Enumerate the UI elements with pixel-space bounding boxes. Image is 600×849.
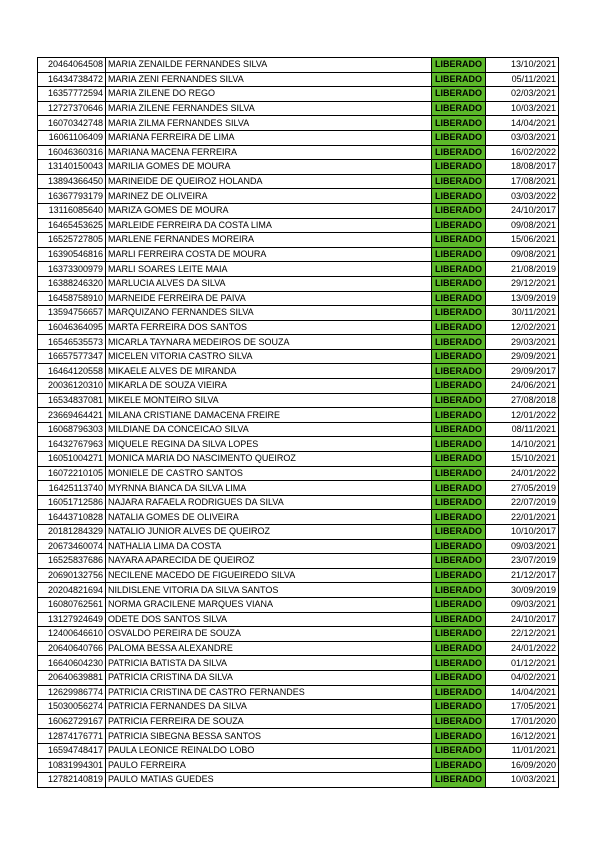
status-badge: LIBERADO xyxy=(432,320,486,335)
status-badge: LIBERADO xyxy=(432,656,486,671)
status-badge: LIBERADO xyxy=(432,349,486,364)
name-cell: MONIELE DE CASTRO SANTOS xyxy=(106,466,432,481)
name-cell: MARLUCIA ALVES DA SILVA xyxy=(106,276,432,291)
date-cell: 16/12/2021 xyxy=(486,729,559,744)
name-cell: PATRICIA CRISTINA DA SILVA xyxy=(106,670,432,685)
date-cell: 11/01/2021 xyxy=(486,743,559,758)
name-cell: MARLI FERREIRA COSTA DE MOURA xyxy=(106,247,432,262)
name-cell: MARLENE FERNANDES MOREIRA xyxy=(106,233,432,248)
id-cell: 10831994301 xyxy=(38,758,106,773)
name-cell: MILANA CRISTIANE DAMACENA FREIRE xyxy=(106,408,432,423)
table-row xyxy=(38,174,559,189)
table-row xyxy=(38,101,559,116)
status-badge: LIBERADO xyxy=(432,568,486,583)
status-badge: LIBERADO xyxy=(432,510,486,525)
id-cell: 16390546816 xyxy=(38,247,106,262)
status-badge: LIBERADO xyxy=(432,87,486,102)
table-row xyxy=(38,72,559,87)
table-row xyxy=(38,262,559,277)
id-cell: 16046360316 xyxy=(38,145,106,160)
id-cell: 13127924649 xyxy=(38,612,106,627)
status-badge: LIBERADO xyxy=(432,262,486,277)
date-cell: 05/11/2021 xyxy=(486,72,559,87)
date-cell: 13/09/2019 xyxy=(486,291,559,306)
id-cell: 20464064508 xyxy=(38,58,106,73)
id-cell: 16657577347 xyxy=(38,349,106,364)
name-cell: OSVALDO PEREIRA DE SOUZA xyxy=(106,627,432,642)
name-cell: NAYARA APARECIDA DE QUEIROZ xyxy=(106,554,432,569)
status-badge: LIBERADO xyxy=(432,700,486,715)
id-cell: 16051004271 xyxy=(38,452,106,467)
name-cell: MARIA ZENI FERNANDES SILVA xyxy=(106,72,432,87)
name-cell: NILDISLENE VITORIA DA SILVA SANTOS xyxy=(106,583,432,598)
date-cell: 21/08/2019 xyxy=(486,262,559,277)
status-badge: LIBERADO xyxy=(432,247,486,262)
date-cell: 16/02/2022 xyxy=(486,145,559,160)
table-row xyxy=(38,306,559,321)
table-row xyxy=(38,627,559,642)
table-row xyxy=(38,276,559,291)
date-cell: 08/11/2021 xyxy=(486,422,559,437)
status-badge: LIBERADO xyxy=(432,408,486,423)
date-cell: 24/06/2021 xyxy=(486,379,559,394)
date-cell: 24/10/2017 xyxy=(486,203,559,218)
table-row xyxy=(38,568,559,583)
status-badge: LIBERADO xyxy=(432,437,486,452)
status-badge: LIBERADO xyxy=(432,218,486,233)
name-cell: NECILENE MACEDO DE FIGUEIREDO SILVA xyxy=(106,568,432,583)
id-cell: 16458758910 xyxy=(38,291,106,306)
name-cell: MARLEIDE FERREIRA DA COSTA LIMA xyxy=(106,218,432,233)
name-cell: MIQUELE REGINA DA SILVA LOPES xyxy=(106,437,432,452)
date-cell: 29/12/2021 xyxy=(486,276,559,291)
name-cell: MONICA MARIA DO NASCIMENTO QUEIROZ xyxy=(106,452,432,467)
table-row xyxy=(38,612,559,627)
name-cell: MARINEZ DE OLIVEIRA xyxy=(106,189,432,204)
name-cell: MARIA ZILENE FERNANDES SILVA xyxy=(106,101,432,116)
status-badge: LIBERADO xyxy=(432,685,486,700)
status-badge: LIBERADO xyxy=(432,335,486,350)
status-badge: LIBERADO xyxy=(432,743,486,758)
date-cell: 01/12/2021 xyxy=(486,656,559,671)
id-cell: 13116085640 xyxy=(38,203,106,218)
name-cell: MARIA ZENAILDE FERNANDES SILVA xyxy=(106,58,432,73)
date-cell: 09/03/2021 xyxy=(486,539,559,554)
table-row xyxy=(38,729,559,744)
status-badge: LIBERADO xyxy=(432,612,486,627)
date-cell: 14/04/2021 xyxy=(486,116,559,131)
table-row xyxy=(38,656,559,671)
id-cell: 16072210105 xyxy=(38,466,106,481)
id-cell: 16640604230 xyxy=(38,656,106,671)
date-cell: 09/08/2021 xyxy=(486,218,559,233)
table-row xyxy=(38,773,559,788)
id-cell: 23669464421 xyxy=(38,408,106,423)
name-cell: MARIA ZILENE DO REGO xyxy=(106,87,432,102)
status-badge: LIBERADO xyxy=(432,583,486,598)
status-badge: LIBERADO xyxy=(432,203,486,218)
id-cell: 16046364095 xyxy=(38,320,106,335)
name-cell: NORMA GRACILENE MARQUES VIANA xyxy=(106,597,432,612)
name-cell: PATRICIA SIBEGNA BESSA SANTOS xyxy=(106,729,432,744)
status-badge: LIBERADO xyxy=(432,116,486,131)
table-row xyxy=(38,510,559,525)
id-cell: 16525837686 xyxy=(38,554,106,569)
id-cell: 16068796303 xyxy=(38,422,106,437)
name-cell: NATALIA GOMES DE OLIVEIRA xyxy=(106,510,432,525)
status-badge: LIBERADO xyxy=(432,130,486,145)
status-badge: LIBERADO xyxy=(432,306,486,321)
date-cell: 03/03/2021 xyxy=(486,130,559,145)
date-cell: 22/12/2021 xyxy=(486,627,559,642)
id-cell: 16373300979 xyxy=(38,262,106,277)
date-cell: 23/07/2019 xyxy=(486,554,559,569)
table-row xyxy=(38,379,559,394)
date-cell: 02/03/2021 xyxy=(486,87,559,102)
id-cell: 16388246320 xyxy=(38,276,106,291)
status-badge: LIBERADO xyxy=(432,101,486,116)
table-row xyxy=(38,160,559,175)
id-cell: 16051712586 xyxy=(38,495,106,510)
status-badge: LIBERADO xyxy=(432,379,486,394)
name-cell: PATRICIA FERREIRA DE SOUZA xyxy=(106,714,432,729)
table-row xyxy=(38,466,559,481)
status-badge: LIBERADO xyxy=(432,466,486,481)
status-badge: LIBERADO xyxy=(432,525,486,540)
table-row xyxy=(38,554,559,569)
table-row xyxy=(38,437,559,452)
table-row xyxy=(38,145,559,160)
table-row xyxy=(38,116,559,131)
id-cell: 16525727805 xyxy=(38,233,106,248)
id-cell: 16534837081 xyxy=(38,393,106,408)
table-row xyxy=(38,452,559,467)
name-cell: NATHALIA LIMA DA COSTA xyxy=(106,539,432,554)
status-badge: LIBERADO xyxy=(432,597,486,612)
name-cell: MARTA FERREIRA DOS SANTOS xyxy=(106,320,432,335)
id-cell: 13140150043 xyxy=(38,160,106,175)
status-badge: LIBERADO xyxy=(432,641,486,656)
status-badge: LIBERADO xyxy=(432,160,486,175)
name-cell: PATRICIA FERNANDES DA SILVA xyxy=(106,700,432,715)
id-cell: 16367793179 xyxy=(38,189,106,204)
date-cell: 27/08/2018 xyxy=(486,393,559,408)
name-cell: PALOMA BESSA ALEXANDRE xyxy=(106,641,432,656)
table-row xyxy=(38,87,559,102)
id-cell: 16546535573 xyxy=(38,335,106,350)
date-cell: 15/06/2021 xyxy=(486,233,559,248)
id-cell: 15030056274 xyxy=(38,700,106,715)
name-cell: MARLI SOARES LEITE MAIA xyxy=(106,262,432,277)
date-cell: 14/10/2021 xyxy=(486,437,559,452)
table-row xyxy=(38,218,559,233)
date-cell: 29/03/2021 xyxy=(486,335,559,350)
date-cell: 10/03/2021 xyxy=(486,773,559,788)
name-cell: ODETE DOS SANTOS SILVA xyxy=(106,612,432,627)
table-row xyxy=(38,233,559,248)
id-cell: 16465453625 xyxy=(38,218,106,233)
table-row xyxy=(38,539,559,554)
name-cell: MYRNNA BIANCA DA SILVA LIMA xyxy=(106,481,432,496)
id-cell: 20673460074 xyxy=(38,539,106,554)
name-cell: MIKELE MONTEIRO SILVA xyxy=(106,393,432,408)
date-cell: 15/10/2021 xyxy=(486,452,559,467)
name-cell: PAULA LEONICE REINALDO LOBO xyxy=(106,743,432,758)
status-badge: LIBERADO xyxy=(432,189,486,204)
name-cell: PATRICIA CRISTINA DE CASTRO FERNANDES xyxy=(106,685,432,700)
table-row xyxy=(38,349,559,364)
status-badge: LIBERADO xyxy=(432,714,486,729)
date-cell: 04/02/2021 xyxy=(486,670,559,685)
date-cell: 17/08/2021 xyxy=(486,174,559,189)
name-cell: PAULO MATIAS GUEDES xyxy=(106,773,432,788)
table-row xyxy=(38,189,559,204)
table-row xyxy=(38,583,559,598)
status-badge: LIBERADO xyxy=(432,452,486,467)
table-row xyxy=(38,597,559,612)
date-cell: 13/10/2021 xyxy=(486,58,559,73)
id-cell: 20640639881 xyxy=(38,670,106,685)
status-badge: LIBERADO xyxy=(432,276,486,291)
name-cell: NATALIO JUNIOR ALVES DE QUEIROZ xyxy=(106,525,432,540)
id-cell: 12782140819 xyxy=(38,773,106,788)
table-row xyxy=(38,714,559,729)
table-row xyxy=(38,758,559,773)
table-row xyxy=(38,58,559,73)
table-row xyxy=(38,481,559,496)
date-cell: 16/09/2020 xyxy=(486,758,559,773)
table-row xyxy=(38,291,559,306)
date-cell: 24/01/2022 xyxy=(486,641,559,656)
date-cell: 17/01/2020 xyxy=(486,714,559,729)
status-badge: LIBERADO xyxy=(432,773,486,788)
date-cell: 17/05/2021 xyxy=(486,700,559,715)
table-row xyxy=(38,422,559,437)
table-row xyxy=(38,335,559,350)
date-cell: 21/12/2017 xyxy=(486,568,559,583)
date-cell: 30/11/2021 xyxy=(486,306,559,321)
date-cell: 12/02/2021 xyxy=(486,320,559,335)
date-cell: 30/09/2019 xyxy=(486,583,559,598)
date-cell: 22/07/2019 xyxy=(486,495,559,510)
spreadsheet-page xyxy=(37,57,558,788)
date-cell: 18/08/2017 xyxy=(486,160,559,175)
date-cell: 03/03/2022 xyxy=(486,189,559,204)
status-badge: LIBERADO xyxy=(432,233,486,248)
table-row xyxy=(38,525,559,540)
id-cell: 12727370646 xyxy=(38,101,106,116)
id-cell: 16434738472 xyxy=(38,72,106,87)
id-cell: 16357772594 xyxy=(38,87,106,102)
name-cell: NAJARA RAFAELA RODRIGUES DA SILVA xyxy=(106,495,432,510)
id-cell: 20640640766 xyxy=(38,641,106,656)
name-cell: MARIANA MACENA FERREIRA xyxy=(106,145,432,160)
status-badge: LIBERADO xyxy=(432,539,486,554)
id-cell: 20181284329 xyxy=(38,525,106,540)
name-cell: MILDIANE DA CONCEICAO SILVA xyxy=(106,422,432,437)
status-badge: LIBERADO xyxy=(432,729,486,744)
table-row xyxy=(38,700,559,715)
id-cell: 16070342748 xyxy=(38,116,106,131)
date-cell: 29/09/2017 xyxy=(486,364,559,379)
table-row xyxy=(38,685,559,700)
table-row xyxy=(38,130,559,145)
date-cell: 12/01/2022 xyxy=(486,408,559,423)
status-badge: LIBERADO xyxy=(432,145,486,160)
name-cell: MIKARLA DE SOUZA VIEIRA xyxy=(106,379,432,394)
status-badge: LIBERADO xyxy=(432,481,486,496)
status-badge: LIBERADO xyxy=(432,364,486,379)
table-row xyxy=(38,670,559,685)
table-row xyxy=(38,641,559,656)
table-row xyxy=(38,364,559,379)
table-row xyxy=(38,320,559,335)
status-badge: LIBERADO xyxy=(432,554,486,569)
name-cell: MICARLA TAYNARA MEDEIROS DE SOUZA xyxy=(106,335,432,350)
table-row xyxy=(38,203,559,218)
beneficiary-table xyxy=(37,57,559,788)
id-cell: 20690132756 xyxy=(38,568,106,583)
name-cell: MARIA ZILMA FERNANDES SILVA xyxy=(106,116,432,131)
status-badge: LIBERADO xyxy=(432,393,486,408)
id-cell: 12874176771 xyxy=(38,729,106,744)
name-cell: MARIANA FERREIRA DE LIMA xyxy=(106,130,432,145)
name-cell: MARNEIDE FERREIRA DE PAIVA xyxy=(106,291,432,306)
id-cell: 16594748417 xyxy=(38,743,106,758)
date-cell: 24/01/2022 xyxy=(486,466,559,481)
id-cell: 16464120558 xyxy=(38,364,106,379)
name-cell: MARIZA GOMES DE MOURA xyxy=(106,203,432,218)
id-cell: 12400646610 xyxy=(38,627,106,642)
status-badge: LIBERADO xyxy=(432,174,486,189)
date-cell: 27/05/2019 xyxy=(486,481,559,496)
date-cell: 24/10/2017 xyxy=(486,612,559,627)
id-cell: 13894366450 xyxy=(38,174,106,189)
name-cell: MARINEIDE DE QUEIROZ HOLANDA xyxy=(106,174,432,189)
date-cell: 29/09/2021 xyxy=(486,349,559,364)
date-cell: 22/01/2021 xyxy=(486,510,559,525)
id-cell: 16080762561 xyxy=(38,597,106,612)
status-badge: LIBERADO xyxy=(432,422,486,437)
status-badge: LIBERADO xyxy=(432,495,486,510)
name-cell: MICELEN VITORIA CASTRO SILVA xyxy=(106,349,432,364)
status-badge: LIBERADO xyxy=(432,758,486,773)
status-badge: LIBERADO xyxy=(432,670,486,685)
id-cell: 20204821694 xyxy=(38,583,106,598)
date-cell: 10/03/2021 xyxy=(486,101,559,116)
status-badge: LIBERADO xyxy=(432,291,486,306)
status-badge: LIBERADO xyxy=(432,58,486,73)
date-cell: 09/03/2021 xyxy=(486,597,559,612)
table-row xyxy=(38,393,559,408)
date-cell: 10/10/2017 xyxy=(486,525,559,540)
table-body xyxy=(38,58,559,788)
name-cell: MARQUIZANO FERNANDES SILVA xyxy=(106,306,432,321)
name-cell: MIKAELE ALVES DE MIRANDA xyxy=(106,364,432,379)
status-badge: LIBERADO xyxy=(432,627,486,642)
id-cell: 20036120310 xyxy=(38,379,106,394)
id-cell: 16443710828 xyxy=(38,510,106,525)
date-cell: 09/08/2021 xyxy=(486,247,559,262)
id-cell: 16432767963 xyxy=(38,437,106,452)
name-cell: MARILIA GOMES DE MOURA xyxy=(106,160,432,175)
table-row xyxy=(38,495,559,510)
table-row xyxy=(38,408,559,423)
name-cell: PAULO FERREIRA xyxy=(106,758,432,773)
id-cell: 13594756657 xyxy=(38,306,106,321)
id-cell: 12629986774 xyxy=(38,685,106,700)
id-cell: 16062729167 xyxy=(38,714,106,729)
id-cell: 16425113740 xyxy=(38,481,106,496)
table-row xyxy=(38,743,559,758)
date-cell: 14/04/2021 xyxy=(486,685,559,700)
table-row xyxy=(38,247,559,262)
status-badge: LIBERADO xyxy=(432,72,486,87)
id-cell: 16061106409 xyxy=(38,130,106,145)
name-cell: PATRICIA BATISTA DA SILVA xyxy=(106,656,432,671)
